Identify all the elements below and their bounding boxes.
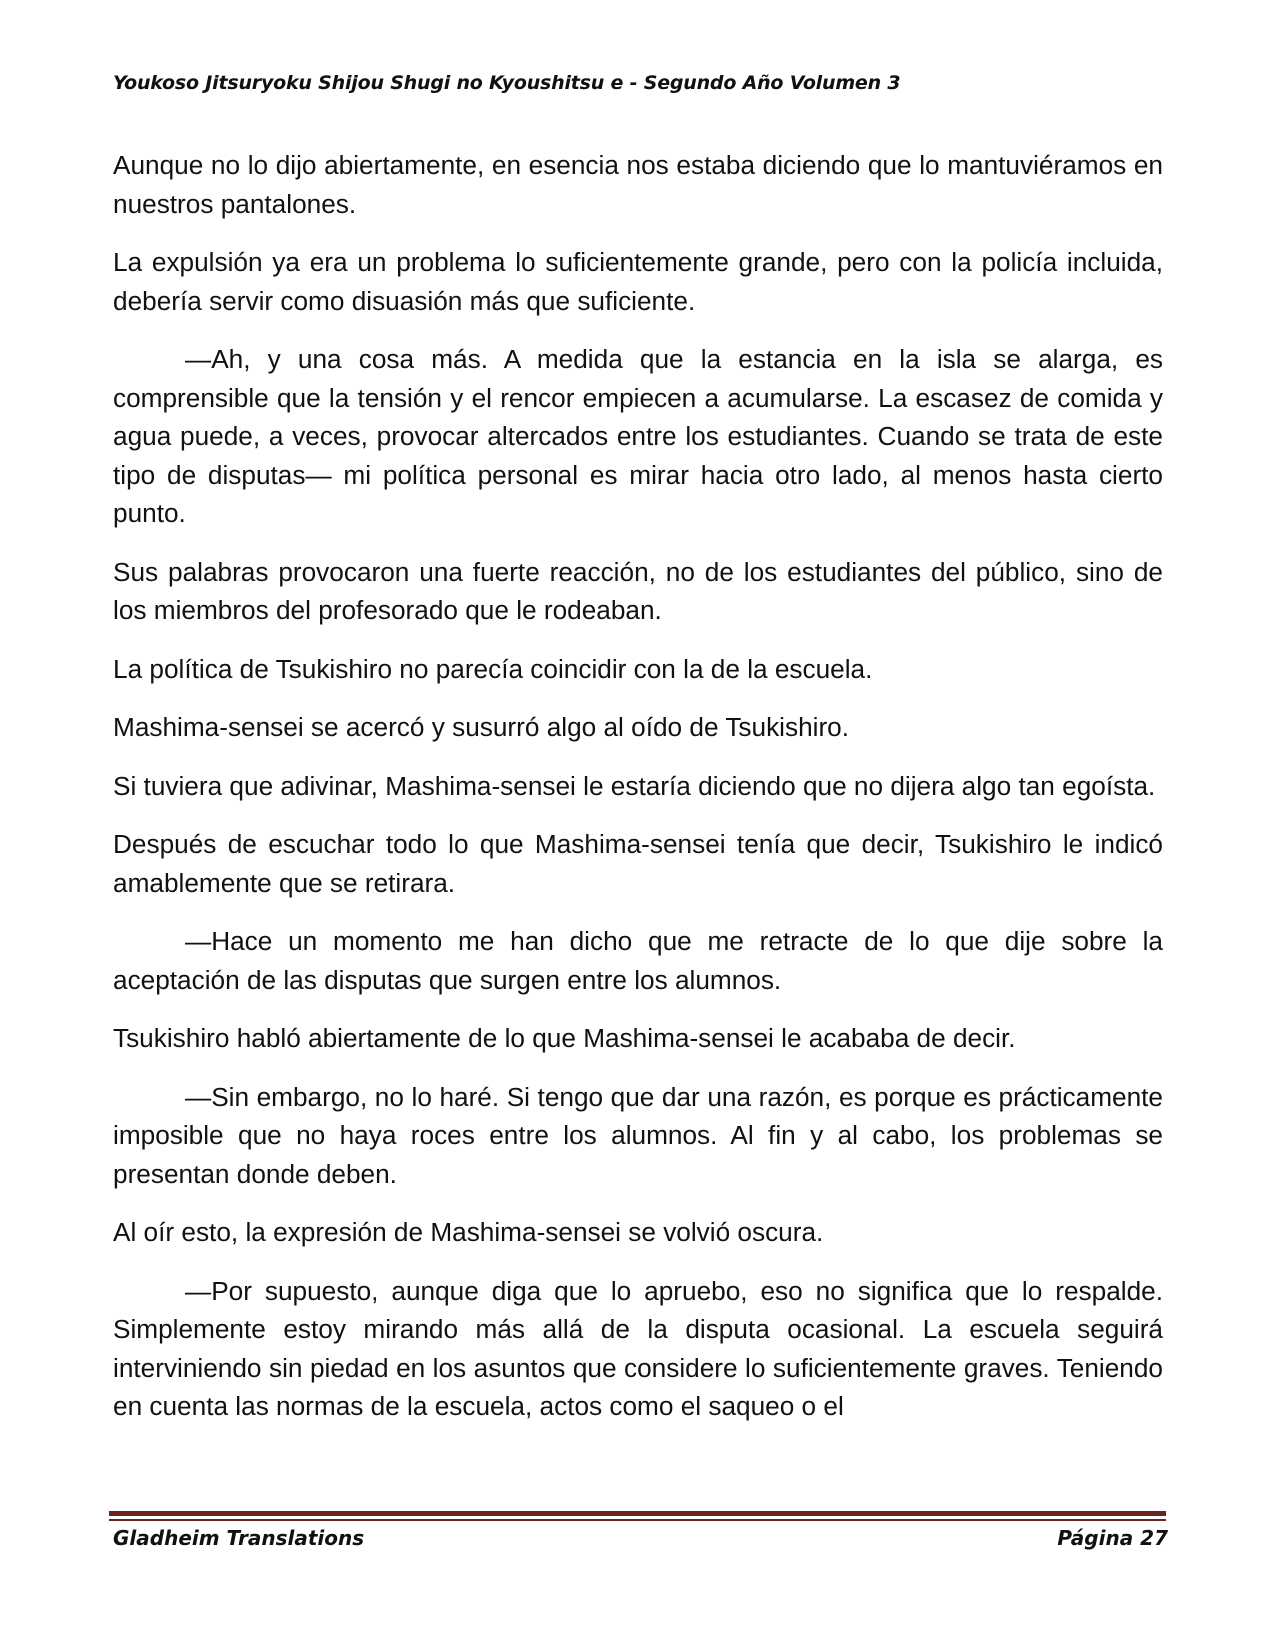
paragraph: Mashima-sensei se acercó y susurró algo al oído de Tsukishiro. bbox=[113, 712, 850, 742]
paragraph: Si tuviera que adivinar, Mashima-sensei le estaría diciendo que no dijera algo tan egoísta. bbox=[113, 770, 1156, 801]
paragraph: Tsukishiro habló abiertamente de lo que Mashima-sensei le acababa de decir. bbox=[113, 1023, 1016, 1053]
paragraph: Al oír esto, la expresión de Mashima-sensei se volvió oscura. bbox=[113, 1217, 824, 1247]
footer-divider-thick bbox=[109, 1511, 1166, 1516]
page-number: Página 27 bbox=[1057, 1526, 1168, 1550]
paragraph: Después de escuchar todo lo que Mashima-sensei tenía que decir, Tsukishiro le indicó amablemente que se retirara. bbox=[113, 829, 1163, 898]
paragraph: La política de Tsukishiro no parecía coincidir con la de la escuela. bbox=[113, 653, 873, 684]
dialog-paragraph: —Sin embargo, no lo haré. Si tengo que dar una razón, es porque es prácticamente imposible que no haya roces entre los alumnos. Al fin y al cabo, los problemas se presentan donde deben. bbox=[113, 1081, 1163, 1189]
paragraph: Sus palabras provocaron una fuerte reacción, no de los estudiantes del público, sino de los miembros del profesorado que le rodeaban. bbox=[113, 556, 1163, 625]
dialog-paragraph: —Por supuesto, aunque diga que lo apruebo, eso no significa que lo respalde. Simplemente estoy mirando más allá de la disputa ocasional. La escuela seguirá interviniendo sin piedad en los asuntos que considere lo suficientemente graves. Teniendo en cuenta las normas de la escuela, actos como el saqueo o el bbox=[113, 1275, 1163, 1421]
dialog-paragraph: —Hace un momento me han dicho que me retracte de lo que dije sobre la aceptación de las disputas que surgen entre los alumnos. bbox=[113, 926, 1163, 995]
paragraph: La expulsión ya era un problema lo suficientemente grande, pero con la policía incluida, debería servir como disuasión más que suficiente. bbox=[113, 247, 1163, 316]
body-text bbox=[113, 146, 1163, 1446]
footer-credit: Gladheim Translations bbox=[113, 1526, 365, 1550]
paragraph: Aunque no lo dijo abiertamente, en esencia nos estaba diciendo que lo mantuviéramos en nuestros pantalones. bbox=[113, 150, 1163, 219]
running-header: Youkoso Jitsuryoku Shijou Shugi no Kyoushitsu e - Segundo Año Volumen 3 bbox=[113, 72, 901, 94]
dialog-paragraph: —Ah, y una cosa más. A medida que la estancia en la isla se alarga, es comprensible que la tensión y el rencor empiecen a acumularse. La escasez de comida y agua puede, a veces, provocar altercados entre los estudiantes. Cuando se trata de este tipo de disputas— mi política personal es mirar hacia otro lado, al menos hasta cierto punto. bbox=[113, 344, 1163, 528]
footer-divider-thin bbox=[109, 1519, 1166, 1521]
